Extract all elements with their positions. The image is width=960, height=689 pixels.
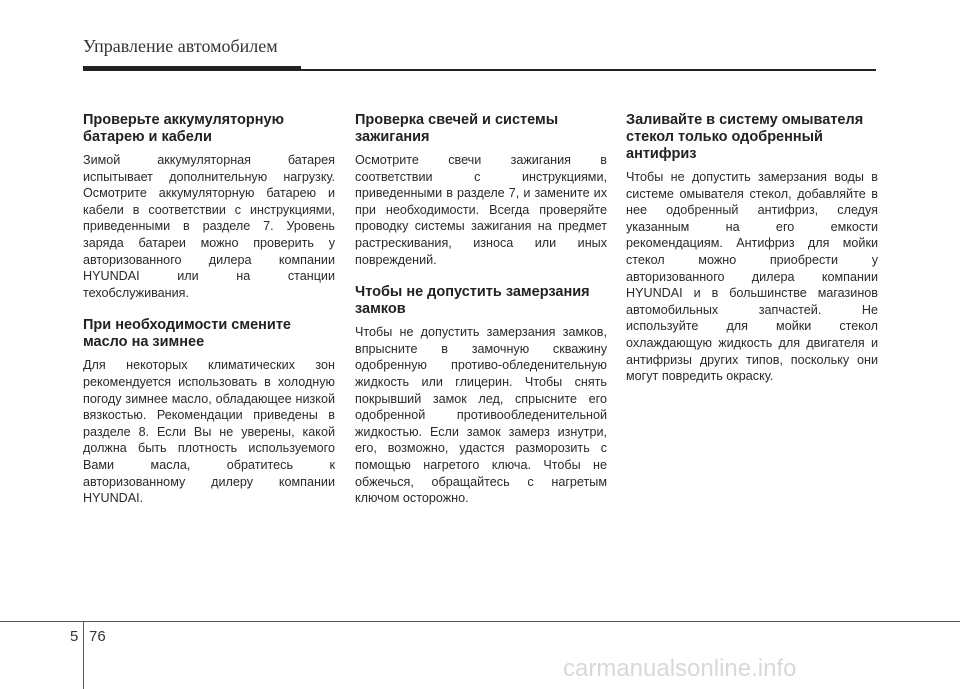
section-heading: При необходимости смените масло на зимнее: [83, 317, 291, 351]
section-heading: Проверка свечей и системы зажигания: [355, 112, 559, 145]
section-washer-antifreeze: [626, 112, 878, 385]
section-body: Для некоторых климатических зон рекомендуется использовать в холодную погоду зимнее масло, обладающее низкой вязкостью. Рекомендации приведены в разделе 8. Если Вы не уверены, какой должна быть плотность используемого Вами масла, обратитесь к авторизованному дилеру компании HYUNDAI.: [83, 358, 335, 506]
page-number: 76: [89, 628, 106, 645]
section-heading: Чтобы не допустить замерзания замков: [355, 284, 590, 318]
section-body: Осмотрите свечи зажигания в соответствии с инструкциями, приведенными в разделе 7, и замените их при необходимости. Всегда проверяйте проводку системы зажигания на предмет растрескивания, износа или иных повреждений.: [355, 153, 607, 267]
footer-rule: [0, 621, 960, 622]
section-frozen-locks: [355, 284, 607, 507]
watermark: carmanualsonline.info: [563, 655, 797, 682]
header-rule-thick: [83, 66, 301, 71]
section-heading: Проверьте аккумуляторную батарею и кабели: [83, 112, 284, 145]
section-body: Чтобы не допустить замерзания воды в системе омывателя стекол, добавляйте в нее одобренный антифриз, следуя указанным на его емкости рекомендациям. Антифриз для мойки стекол можно приобрести у авторизованного дилера компании HYUNDAI и в большинстве магазинов автомобильных запчастей. Не используйте для мойки стекол охлаждающую жидкость для двигателя и антифризы других типов, поскольку они могут повредить окраску.: [626, 170, 878, 384]
text-column-1: [83, 112, 335, 523]
section-body: Зимой аккумуляторная батарея испытывает дополнительную нагрузку. Осмотрите аккумуляторную батарею и кабели в соответствии с инструкциями, приведенными в разделе 7. Уровень заряда батареи можно проверить у авторизованного дилера компании HYUNDAI или на станции техобслуживания.: [83, 153, 335, 300]
section-spark-plugs: [355, 112, 607, 268]
header-rule-thin: [301, 69, 876, 71]
section-heading: Заливайте в систему омывателя стекол только одобренный антифриз: [626, 112, 864, 162]
text-column-2: [355, 112, 607, 523]
section-winter-oil: [83, 317, 335, 506]
footer-divider: [83, 622, 84, 689]
chapter-number: 5: [70, 628, 79, 645]
text-column-3: [626, 112, 878, 401]
section-battery: [83, 112, 335, 301]
section-body: Чтобы не допустить замерзания замков, впрысните в замочную скважину одобренную противо-обледенительную жидкость или глицерин. Чтобы снять покрывший замок лед, спрысните его одобренной противообледенительной жидкостью. Если замок замерз изнутри, его, возможно, удастся разморозить с помощью нагретого ключа. Чтобы не обжечься, обращайтесь с нагретым ключом осторожно.: [355, 325, 607, 506]
chapter-title: Управление автомобилем: [83, 36, 278, 56]
